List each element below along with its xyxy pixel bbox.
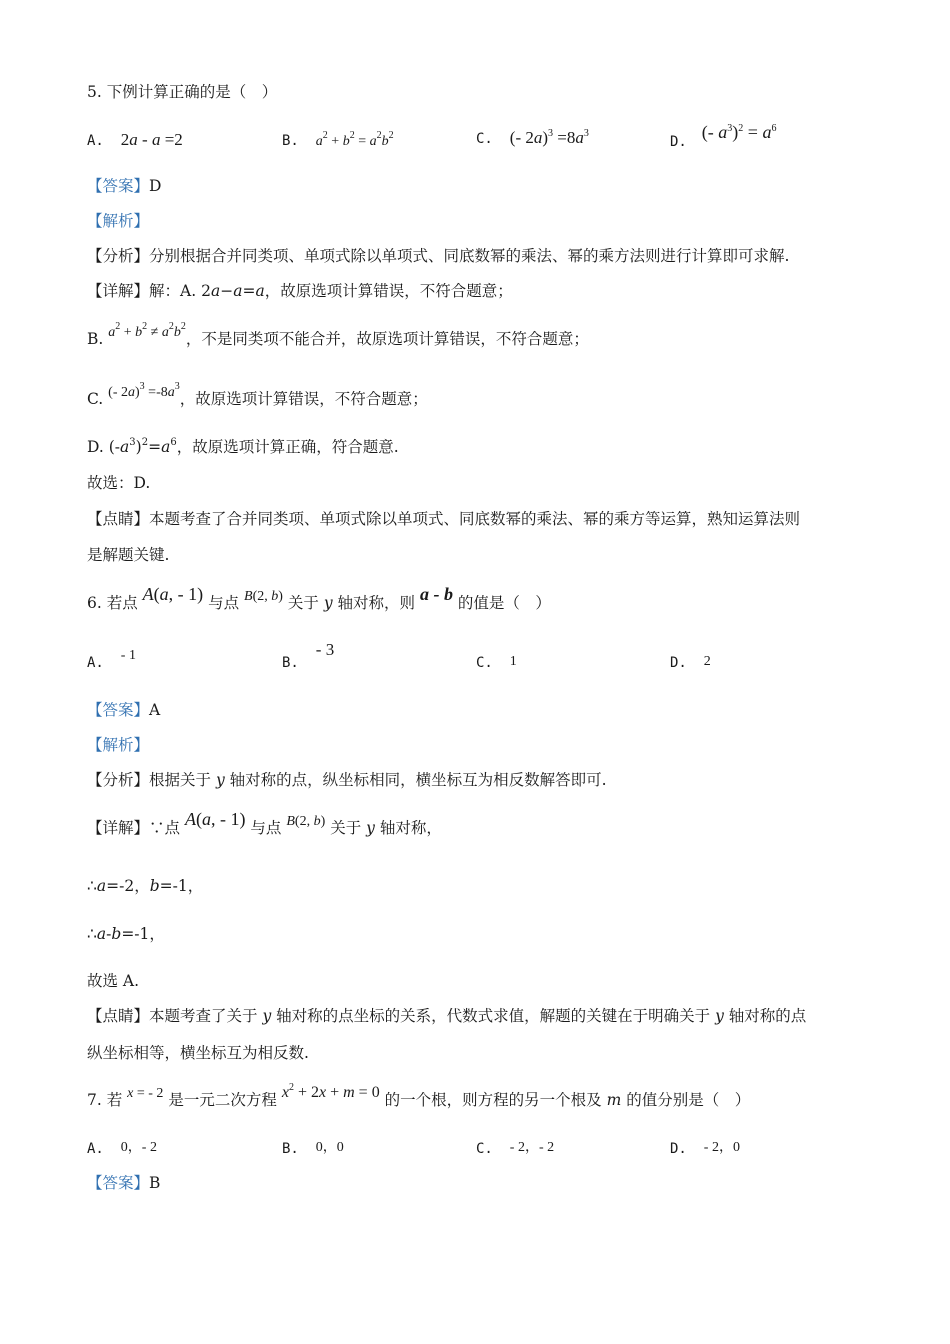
- q5-stem: 5. 下例计算正确的是（ ）: [87, 83, 278, 101]
- q5-xiangjie-c: C. (- $2a)^3 =-8a^3$，故原选项计算错误，不符合题意；: [87, 381, 428, 408]
- q6-xiangjie: 【详解】∵点 A(a, - 1) 与点 B(2, b) 关于 y 轴对称，: [87, 809, 442, 837]
- q5-dianjing: 【点睛】本题考查了合并同类项、单项式除以单项式、同底数幂的乘法、幂的乘方等运算，熟知运算法则: [87, 510, 801, 528]
- q7-option-a: A. 0，- 2: [87, 1140, 157, 1157]
- q7-option-d: D. - 2，0: [670, 1140, 740, 1157]
- q7-answer: 【答案】B: [87, 1174, 161, 1192]
- q6-analysis-tag: 【解析】: [87, 736, 150, 754]
- q5-option-c: C. (- $2a)^3 =8a^3$: [476, 128, 589, 147]
- q5-dianjing-cont: 是解题关键.: [87, 546, 170, 564]
- q6-option-b: B. - 3: [282, 640, 335, 671]
- q6-option-c: C. 1: [476, 654, 517, 671]
- q6-fenxi: 【分析】根据关于 y 轴对称的点，纵坐标相同，横坐标互为相反数解答即可.: [87, 771, 607, 789]
- q7-option-c: C. - 2，- 2: [476, 1140, 555, 1157]
- q6-step-2: ∴a-b=-1，: [87, 925, 165, 943]
- q6-option-a: A. - 1: [87, 648, 136, 671]
- q6-option-d: D. 2: [670, 654, 711, 671]
- q5-analysis-tag: 【解析】: [87, 212, 150, 230]
- q6-step-1: ∴a=-2，b=-1，: [87, 877, 204, 895]
- q5-option-c-expr: (- $2a)^3 =8a^3$: [509, 128, 589, 147]
- q5-option-d: D. (- $a^3)^2 = a^6$: [670, 122, 777, 150]
- q5-option-a: A. 2a - a =2: [87, 130, 183, 149]
- q5-option-b-expr: $a^2 + b^2 = a^2b^2$: [315, 130, 394, 149]
- q5-fenxi: 【分析】分别根据合并同类项、单项式除以单项式、同底数幂的乘法、幂的乘方法则进行计算即可求解.: [87, 247, 790, 265]
- q6-choose: 故选 A.: [87, 972, 140, 990]
- q5-option-d-expr: (- $a^3)^2 = a^6$: [701, 122, 777, 142]
- q5-answer: 【答案】D: [87, 177, 162, 195]
- q6-dianjing-cont: 纵坐标相等，横坐标互为相反数.: [87, 1044, 309, 1062]
- q5-xiangjie: 【详解】解：A. 2a−a=a，故原选项计算错误，不符合题意；: [87, 282, 513, 300]
- q5-option-b: B. $a^2 + b^2 = a^2b^2$: [282, 130, 394, 149]
- q5-option-a-expr: 2a - a =2: [120, 130, 183, 149]
- q6-answer: 【答案】A: [87, 701, 161, 719]
- q6-dianjing: 【点睛】本题考查了关于 y 轴对称的点坐标的关系，代数式求值，解题的关键在于明确关于 y 轴对称的点: [87, 1007, 807, 1025]
- q5-xiangjie-d: D. $(-a^3)^2=a^6$，故原选项计算正确，符合题意.: [87, 437, 399, 456]
- q6-stem: 6. 若点 A(a, - 1) 与点 B(2, b) 关于 y 轴对称，则 a - b 的值是（ ）: [87, 584, 551, 612]
- q5-choose: 故选：D.: [87, 474, 151, 492]
- q5-xiangjie-b: B. $a^2 + b^2 \ne a^2b^2$，不是同类项不能合并，故原选项计算错误，不符合题意；: [87, 321, 589, 348]
- q7-option-b: B. 0，0: [282, 1140, 344, 1157]
- q7-stem: 7. 若 x = - 2 是一元二次方程 $x^2 + 2x + m = 0$ 的一个根，则方程的另一个根及 m 的值分别是（ ）: [87, 1082, 751, 1109]
